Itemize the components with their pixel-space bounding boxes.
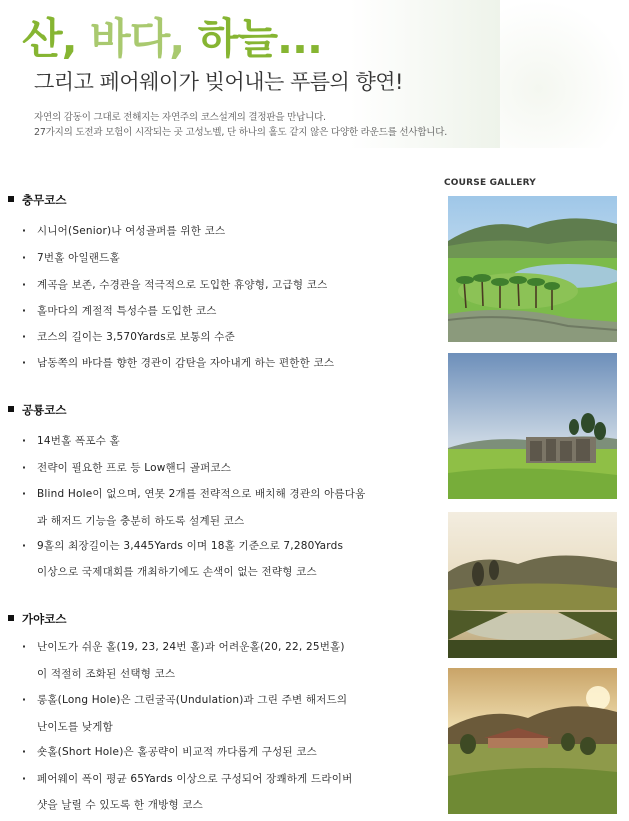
bullet-icon: · — [22, 773, 27, 785]
list-item-text: 7번홀 아일랜드홀 — [37, 252, 120, 264]
list-item-text: 남동쪽의 바다를 향한 경관이 감탄을 자아내게 하는 편한한 코스 — [37, 357, 335, 369]
list-item — [22, 771, 352, 786]
list-item-text: 롱홀(Long Hole)은 그린굴곡(Undulation)과 그린 주변 해저드의 — [37, 694, 348, 706]
course-photo-4-art — [448, 668, 617, 814]
course-photo-3-art — [448, 512, 617, 658]
list-item — [22, 692, 347, 707]
hero-decoration — [500, 0, 629, 148]
list-item-continuation — [37, 513, 244, 528]
list-item-text: Blind Hole이 없으며, 연못 2개를 전략적으로 배치해 경관의 아름다움 — [37, 488, 366, 500]
section-square-icon — [8, 615, 14, 621]
list-item — [22, 277, 327, 292]
list-item — [22, 355, 334, 370]
hero-subtitle: 그리고 페어웨이가 빚어내는 푸름의 향연! — [34, 70, 403, 94]
bullet-icon: · — [22, 641, 27, 653]
course-photo-waterfall[interactable] — [448, 353, 617, 499]
list-item-continuation — [37, 564, 317, 579]
bullet-icon: · — [22, 357, 27, 369]
bullet-icon: · — [22, 225, 27, 237]
list-item-text: 이 적절히 조화된 선택형 코스 — [37, 668, 176, 680]
list-item-text: 홀마다의 계절적 특성수를 도입한 코스 — [37, 305, 217, 317]
section-square-icon — [8, 196, 14, 202]
list-item-text: 이상으로 국제대회를 개최하기에도 손색이 없는 전략형 코스 — [37, 566, 317, 578]
course-photo-island-green[interactable] — [448, 196, 617, 342]
bullet-icon: · — [22, 694, 27, 706]
list-item-continuation — [37, 719, 113, 734]
section-heading — [8, 402, 66, 418]
bullet-icon: · — [22, 746, 27, 758]
section-title: 공룡코스 — [22, 403, 67, 417]
course-photo-1-art — [448, 196, 617, 342]
bullet-icon: · — [22, 540, 27, 552]
bullet-icon: · — [22, 435, 27, 447]
bullet-icon: · — [22, 252, 27, 264]
list-item-text: 숏홀(Short Hole)은 홀공략이 비교적 까다롭게 구성된 코스 — [37, 746, 318, 758]
hero-title-part2: 바다, — [76, 14, 185, 63]
bullet-icon: · — [22, 331, 27, 343]
bullet-icon: · — [22, 462, 27, 474]
section-title: 가야코스 — [22, 612, 67, 626]
course-photo-sunset-pond[interactable] — [448, 512, 617, 658]
list-item-text: 난이도가 쉬운 홀(19, 23, 24번 홀)과 어려운홀(20, 22, 25번홀) — [37, 641, 345, 653]
hero-banner — [0, 0, 500, 148]
list-item — [22, 460, 231, 475]
section-square-icon — [8, 406, 14, 412]
list-item — [22, 433, 120, 448]
list-item — [22, 223, 225, 238]
list-item-text: 계곡을 보존, 수경관을 적극적으로 도입한 휴양형, 고급형 코스 — [37, 279, 328, 291]
course-photo-clubhouse[interactable] — [448, 668, 617, 814]
section-heading — [8, 611, 66, 627]
bullet-icon: · — [22, 488, 27, 500]
list-item-continuation — [37, 666, 175, 681]
list-item — [22, 250, 120, 265]
list-item — [22, 486, 365, 501]
section-heading — [8, 192, 66, 208]
list-item-text: 페어웨이 폭이 평균 65Yards 이상으로 구성되어 장쾌하게 드라이버 — [37, 773, 353, 785]
list-item-text: 과 해저드 기능을 충분히 하도록 설계된 코스 — [37, 515, 245, 527]
bullet-icon: · — [22, 279, 27, 291]
list-item — [22, 639, 345, 654]
hero-title-part1: 산, — [22, 14, 77, 63]
list-item-text: 코스의 길이는 3,570Yards로 보통의 수준 — [37, 331, 235, 343]
list-item — [22, 538, 343, 553]
list-item-text: 샷을 날릴 수 있도록 한 개방형 코스 — [37, 799, 204, 811]
list-item-text: 14번홀 폭포수 홀 — [37, 435, 120, 447]
list-item — [22, 329, 235, 344]
list-item-text: 9홀의 최장길이는 3,445Yards 이며 18홀 기준으로 7,280Yards — [37, 540, 344, 552]
course-photo-2-art — [448, 353, 617, 499]
list-item — [22, 744, 317, 759]
gallery-label: COURSE GALLERY — [444, 178, 536, 188]
hero-desc-line2: 27가지의 도전과 모험이 시작되는 곳 고성노벨, 단 하나의 홀도 같지 않은 다양한 라운드를 선사합니다. — [34, 127, 448, 138]
list-item — [22, 303, 217, 318]
hero-title — [22, 6, 322, 66]
list-item-text: 시니어(Senior)나 여성골퍼를 위한 코스 — [37, 225, 226, 237]
hero-desc-line1: 자연의 감동이 그대로 전해지는 자연주의 코스설계의 결정판을 만납니다. — [34, 112, 326, 123]
hero-description — [34, 110, 447, 140]
list-item-continuation — [37, 797, 203, 812]
bullet-icon: · — [22, 305, 27, 317]
list-item-text: 난이도를 낮게함 — [37, 721, 113, 733]
hero-title-part3: 하늘... — [184, 14, 322, 63]
section-title: 충무코스 — [22, 193, 67, 207]
list-item-text: 전략이 필요한 프로 등 Low핸디 골퍼코스 — [37, 462, 232, 474]
